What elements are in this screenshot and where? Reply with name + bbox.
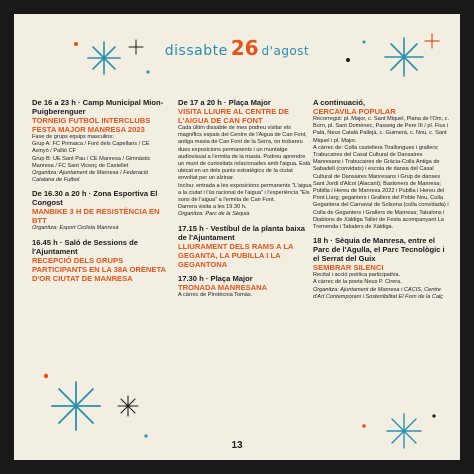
- event-time-place: 16.45 h · Saló de Sessions de l'Ajuntament: [32, 237, 138, 256]
- event-title: RECEPCIÓ DELS GRUPS PARTICIPANTS EN LA 38A ORENETA D'OR CIUTAT DE MANRESA: [32, 255, 166, 283]
- title-day-number: 26: [230, 36, 259, 60]
- title-weekday: dissabte: [164, 43, 228, 59]
- event-sembrar-silenci: [313, 236, 449, 301]
- page-number: 13: [231, 440, 243, 451]
- event-description: Recital i acció poètica participativa. A càrrec de la poeta Neus P. Cirera.: [313, 272, 402, 286]
- event-title: TORNEIG FUTBOL INTERCLUBS FESTA MAJOR MANRESA 2023: [32, 116, 151, 134]
- column-2: [178, 98, 312, 304]
- event-title: CERCAVILA POPULAR: [313, 107, 396, 116]
- column-3: [313, 98, 449, 306]
- event-organizer: Organitza: Ajuntament de Manresa i CACIS, Centre d'Art Contemporani i Sostenibilitat El Forn de la Calç: [313, 286, 444, 300]
- event-time-place: 17.30 h · Plaça Major: [178, 273, 253, 283]
- event-football-tournament: [32, 98, 166, 184]
- event-description: Recorregut: pl. Major, c. Sant Miquel, Plana de l'Om, c. Born, pl. Sant Domènec, Passeig de Pere III / pl. Fius i Palà, Neus Català Pallejà, c. Guimerà, c. Nou, c. Sant Miquel i pl. Major. A càrrec de: Colla castellera Tirallongues i grallers; Trabucaires del Casal Cultural de Dansaires Manresans i Trabucaires de Gràcia-Colla Antiga de Sabadell (convidats) i escola de dansa del Casal Cultural de Dansaires Manresans i Grup de danses Sant Jordi d'Alcoi (Alacant); Bastoners de Manresa; Pubilla i Hereu de Manresa 2022 i Pubilla i Hereu del Pont Llarg; geganters i Grallers del Poble Nou, Colla Gegantera del Carnaval de Solsona (colla convidada) i Colla de Geganters i Grallers de Manresa; Tabalons i Diablons de Xàldiga Taller de Festa acompanyant La Tremenda i Tabalers de Xàldiga.: [313, 116, 449, 231]
- title-month: d'agost: [261, 44, 310, 58]
- event-organizer: Organitza: Parc de la Sèquia: [178, 211, 250, 218]
- event-organizer: Organitza: Esport Ciclista Manresà: [32, 225, 119, 232]
- event-time-place: De 17 a 20 h · Plaça Major: [178, 98, 271, 107]
- event-organizer: Organitza: Ajuntament de Manresa / Federació Catalana de Futbol: [32, 170, 149, 184]
- event-water-centre-visit: [178, 98, 312, 219]
- starburst-bottom-left-decoration: [36, 366, 156, 446]
- event-time-place: De 16.30 a 20 h · Zona Esportiva El Congost: [32, 189, 158, 208]
- program-page: [14, 14, 460, 460]
- event-title: VISITA LLIURE AL CENTRE DE L'AIGUA DE CAN FONT: [178, 107, 289, 125]
- event-cercavila: [313, 98, 449, 231]
- event-time-place: A continuació,: [313, 98, 366, 107]
- event-description: Fase de grups equips masculins: Grup A: FC Pirinaica / Font dels Capellans / CE Avinyó / Pallió CF Grup B: UE Sant Pau / CE Manresa / Gimnàstic Manresa / FC Sant Vicenç de Castellet: [32, 134, 151, 169]
- event-description: Cada últim dissabte de mes podreu visitar els magnífics espais del Centre de l'Aigua de Can Font, antiga masia de Can Font de la Serra, on trobareu dues exposicions permanents i un muntatge audiovisual a l'ermita de la masia. Podreu aprendre un munt de curiositats relacionades amb l'aigua. Està ubicat en un dels punts estratègics de la ciutat envoltat per un alzinar. Inclou: entrada a les exposicions permanents "L'aigua a la ciutat i l'ús racional de l'aigua" i l'experiència "Els sons de l'aigua" a l'ermita de Can Font. Darrera visita a les 19.30 h.: [178, 125, 312, 211]
- event-time-place: De 16 a 23 h · Camp Municipal Mion-Puigberenguer: [32, 98, 164, 116]
- event-time-place: 18 h · Sèquia de Manresa, entre el Parc de l'Agulla, el Parc Tecnològic i el Serrat del Guix: [313, 236, 445, 264]
- event-manbike: [32, 189, 166, 232]
- event-description: A càrrec de Pirotècnia Tomàs.: [178, 291, 253, 298]
- event-time-place: 17.15 h · Vestíbul de la planta baixa de l'Ajuntament: [178, 223, 306, 242]
- page-title: [14, 36, 460, 60]
- column-1: [32, 98, 166, 288]
- event-title: TRONADA MANRESANA: [178, 282, 268, 292]
- event-title: LLIURAMENT DELS RAMS A LA GEGANTA, LA PUBILLA I LA GEGANTONA: [178, 241, 294, 269]
- event-tronada: [178, 274, 312, 299]
- event-reception: [32, 238, 166, 283]
- event-title: SEMBRAR SILENCI: [313, 263, 384, 273]
- event-bouquets: [178, 224, 312, 269]
- event-title: MANBIKE 3 H DE RESISTÈNCIA EN BTT: [32, 207, 160, 226]
